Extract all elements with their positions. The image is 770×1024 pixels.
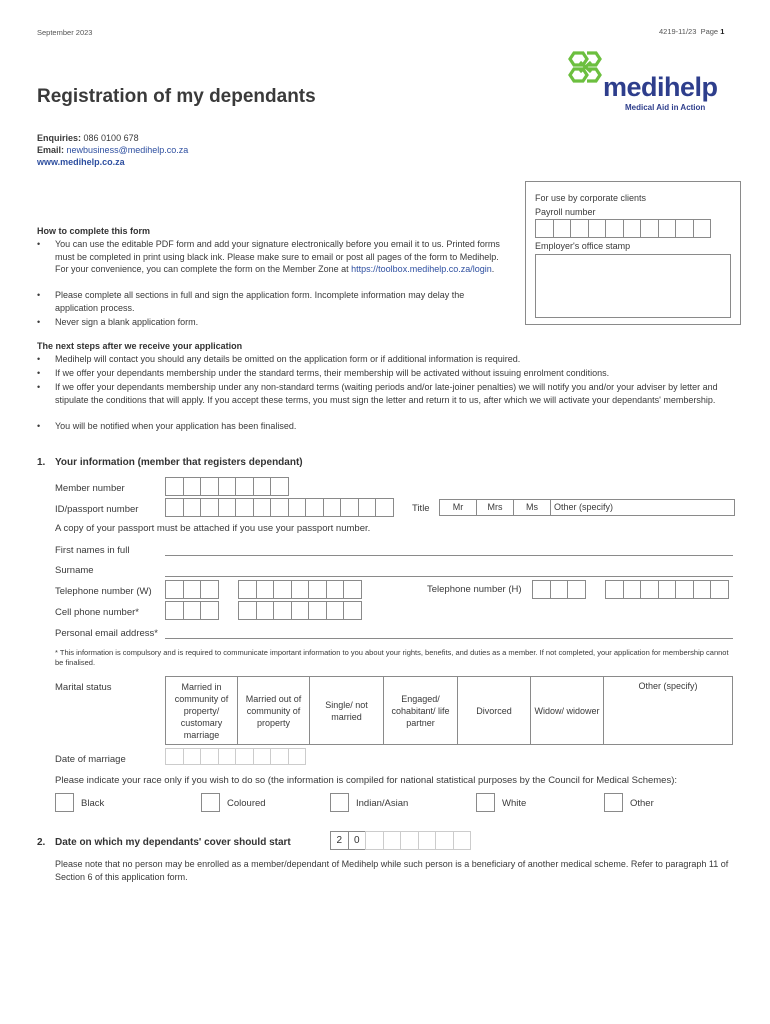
section2-note: Please note that no person may be enrolled as a member/dependant of Medihelp while such person is a beneficiary of another medical scheme. Refer to paragraph 11 of Section 6 of this application form. — [55, 859, 729, 882]
email-input[interactable] — [165, 638, 733, 639]
how-to-heading: How to complete this form — [37, 226, 151, 236]
tel-w-label: Telephone number (W) — [55, 586, 152, 597]
page-title: Registration of my dependants — [37, 86, 316, 107]
date-of-marriage-label: Date of marriage — [55, 754, 126, 765]
section1-number: 1. — [37, 457, 46, 468]
race-coloured-label: Coloured — [227, 798, 266, 809]
medihelp-logo — [563, 50, 743, 115]
title-mr[interactable]: Mr — [439, 499, 477, 516]
contact-block — [37, 132, 188, 168]
title-other[interactable]: Other (specify) — [550, 499, 735, 516]
race-note: Please indicate your race only if you wish to do so (the information is compiled for national statistical purposes by the Council for Medical Schemes): — [55, 775, 678, 786]
logo-tagline: Medical Aid in Action — [625, 103, 706, 112]
race-other-checkbox[interactable] — [604, 793, 623, 812]
member-number-label: Member number — [55, 483, 125, 494]
race-black-checkbox[interactable] — [55, 793, 74, 812]
stamp-area[interactable] — [535, 254, 731, 318]
medihelp-logo-icon — [563, 50, 607, 84]
section2-number: 2. — [37, 837, 46, 848]
id-passport-input[interactable] — [165, 498, 393, 517]
stamp-label: Employer's office stamp — [535, 241, 631, 251]
payroll-number-input[interactable] — [535, 219, 710, 238]
next-steps-bullet-1: • Medihelp will contact you should any details be omitted on the application form or if additional information is required. — [55, 353, 735, 366]
marital-status-label: Marital status — [55, 682, 112, 693]
compulsory-footnote: * This information is compulsory and is required to communicate important information to you about your rights, benefits, and duties as a member. If not completed, your application for membership cannot be finalised. — [55, 648, 729, 667]
header-date: September 2023 — [37, 28, 93, 37]
race-white-label: White — [502, 798, 527, 809]
race-indian-label: Indian/Asian — [356, 798, 409, 809]
surname-label: Surname — [55, 565, 94, 576]
cell-code-input[interactable] — [165, 601, 218, 620]
tel-h-code-input[interactable] — [532, 580, 585, 599]
cover-year-digit-1: 2 — [330, 831, 349, 850]
how-to-bullet-3: • Never sign a blank application form. — [55, 316, 505, 329]
marital-married-in-community[interactable]: Married in community of property/ customary marriage — [166, 677, 238, 745]
title-options — [439, 499, 734, 516]
next-steps-bullet-3: • If we offer your dependants membership under any non-standard terms (waiting periods and/or late-joiner penalties) we will notify you and/or your adviser by letter and stipulate the conditions that will apply. If you accept these terms, you must sign the letter and return it to us, after which we will activate your dependants' membership. — [55, 381, 735, 406]
header-ref: 4219-11/23 Page 1 — [659, 27, 725, 36]
tel-w-code-input[interactable] — [165, 580, 218, 599]
email-line: Email: newbusiness@medihelp.co.za — [37, 145, 189, 155]
marital-widow[interactable]: Widow/ widower — [531, 677, 604, 745]
race-indian-checkbox[interactable] — [330, 793, 349, 812]
enquiries-line: Enquiries: 086 0100 678 — [37, 133, 139, 143]
title-ms[interactable]: Ms — [513, 499, 551, 516]
website-link[interactable]: www.medihelp.co.za — [37, 157, 125, 167]
date-of-marriage-input[interactable] — [165, 748, 305, 765]
member-zone-link[interactable]: https://toolbox.medihelp.co.za/login — [351, 264, 492, 274]
marital-other[interactable]: Other (specify) — [604, 677, 733, 745]
section1-heading: Your information (member that registers dependant) — [55, 457, 303, 468]
tel-h-label: Telephone number (H) — [427, 584, 522, 595]
corporate-box — [525, 181, 741, 325]
cover-start-date-input[interactable] — [330, 831, 470, 850]
id-passport-label: ID/passport number — [55, 504, 139, 515]
logo-wordmark: medihelp — [603, 72, 718, 102]
marital-single[interactable]: Single/ not married — [310, 677, 384, 745]
race-coloured-checkbox[interactable] — [201, 793, 220, 812]
corporate-heading: For use by corporate clients — [535, 193, 647, 203]
email-link[interactable]: newbusiness@medihelp.co.za — [66, 145, 189, 155]
race-black-label: Black — [81, 798, 105, 809]
race-other-label: Other — [630, 798, 654, 809]
tel-w-number-input[interactable] — [238, 580, 361, 599]
title-mrs[interactable]: Mrs — [476, 499, 514, 516]
payroll-label: Payroll number — [535, 207, 596, 217]
surname-input[interactable] — [165, 576, 733, 577]
tel-h-number-input[interactable] — [605, 580, 728, 599]
marital-status-options — [165, 676, 733, 745]
cover-year-digit-2: 0 — [348, 831, 367, 850]
how-to-bullet-1: • You can use the editable PDF form and add your signature electronically before you email it to us. Printed forms must be completed in print using black ink. Please make sure to email or post all pages of the form to Medihelp. For your convenience, you can complete the form on the Member Zone at https://toolbox.medihelp.co.za/login. — [55, 238, 505, 276]
cell-number-input[interactable] — [238, 601, 361, 620]
title-label: Title — [412, 503, 430, 514]
marital-engaged[interactable]: Engaged/ cohabitant/ life partner — [384, 677, 458, 745]
email-label: Personal email address* — [55, 628, 158, 639]
passport-note: A copy of your passport must be attached if you use your passport number. — [55, 523, 371, 534]
race-white-checkbox[interactable] — [476, 793, 495, 812]
first-names-input[interactable] — [165, 555, 733, 556]
marital-married-out-community[interactable]: Married out of community of property — [238, 677, 310, 745]
how-to-bullet-2: • Please complete all sections in full and sign the application form. Incomplete information may delay the application process. — [55, 289, 505, 314]
section2-heading: Date on which my dependants' cover should start — [55, 837, 291, 848]
cell-label: Cell phone number* — [55, 607, 139, 618]
member-number-input[interactable] — [165, 477, 288, 496]
next-steps-heading: The next steps after we receive your application — [37, 341, 243, 351]
marital-divorced[interactable]: Divorced — [458, 677, 531, 745]
next-steps-bullet-2: • If we offer your dependants membership under the standard terms, their membership will be activated without issuing enrolment conditions. — [55, 367, 735, 380]
first-names-label: First names in full — [55, 545, 130, 556]
next-steps-bullet-4: • You will be notified when your application has been finalised. — [55, 420, 735, 433]
